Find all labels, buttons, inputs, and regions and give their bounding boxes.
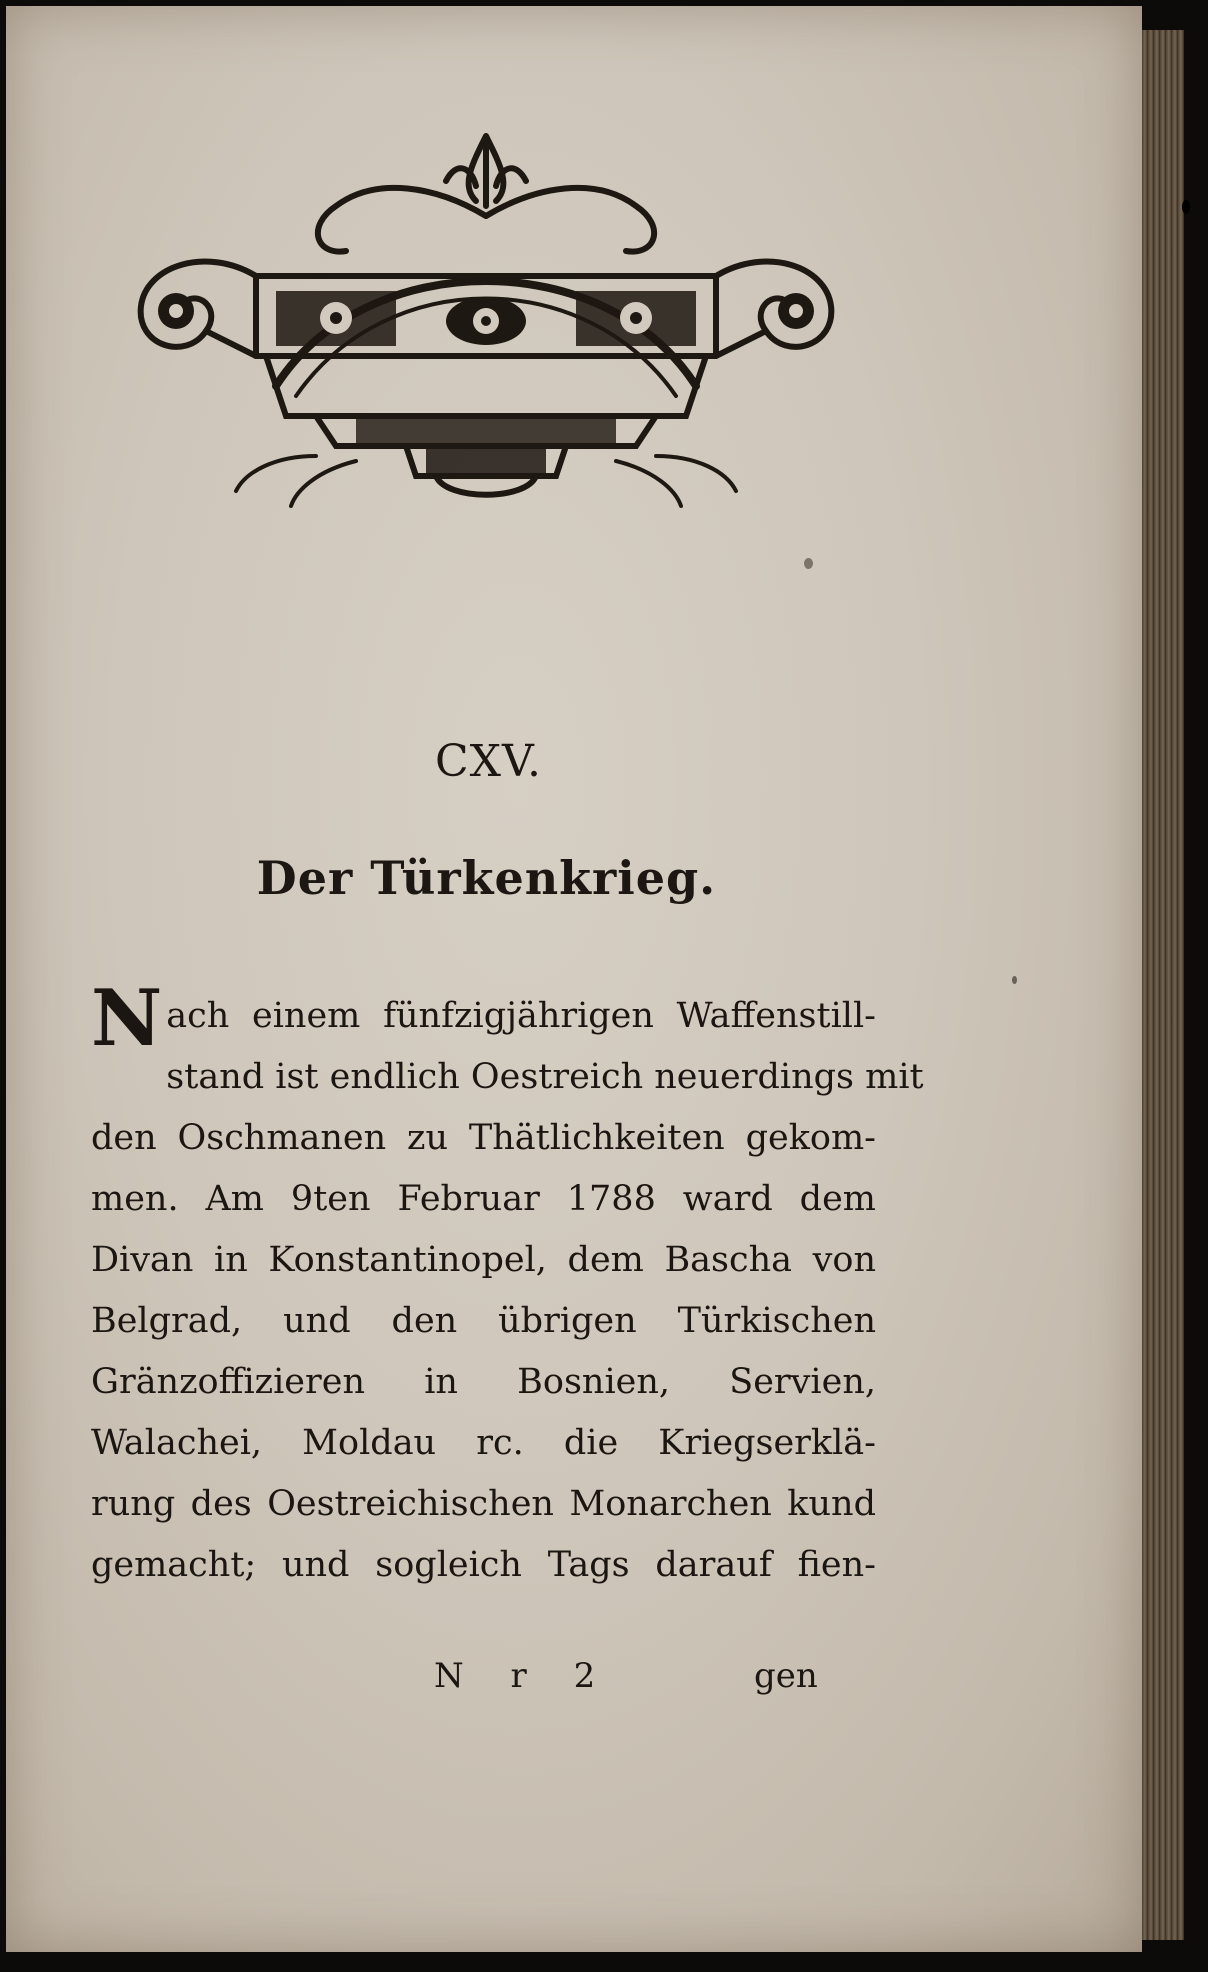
chapter-number: CXV. (434, 736, 543, 787)
catchword: gen (754, 1656, 818, 1696)
text-line: Walachei, Moldau rc. die Kriegserklä- (91, 1423, 876, 1463)
ink-speck (1182, 200, 1190, 214)
text-line: Divan in Konstantinopel, dem Bascha von (91, 1240, 876, 1280)
page-edge (1142, 30, 1184, 1940)
text-line: rung des Oestreichischen Monarchen kund (91, 1484, 876, 1524)
body-text (91, 973, 924, 1596)
ink-speck (804, 558, 813, 569)
text-line: men. Am 9ten Februar 1788 ward dem (91, 1179, 876, 1219)
ink-speck (1012, 976, 1017, 984)
decorative-vignette-ornament (116, 126, 856, 526)
text-line: Belgrad, und den übrigen Türkischen (91, 1301, 876, 1341)
book-page (6, 6, 1142, 1952)
text-line: Gränzoffizieren in Bosnien, Servien, (91, 1362, 876, 1402)
text-line: stand ist endlich Oestreich neuerdings mit (166, 1057, 924, 1097)
chapter-title: Der Türkenkrieg. (256, 851, 717, 905)
drop-cap: N (91, 973, 163, 1064)
text-line: ach einem fünfzigjährigen Waffenstill- (166, 996, 876, 1036)
text-line: den Oschmanen zu Thätlichkeiten gekom- (91, 1118, 876, 1158)
text-line: gemacht; und sogleich Tags darauf fien- (91, 1545, 876, 1585)
signature-mark: N r 2 (434, 1656, 614, 1696)
